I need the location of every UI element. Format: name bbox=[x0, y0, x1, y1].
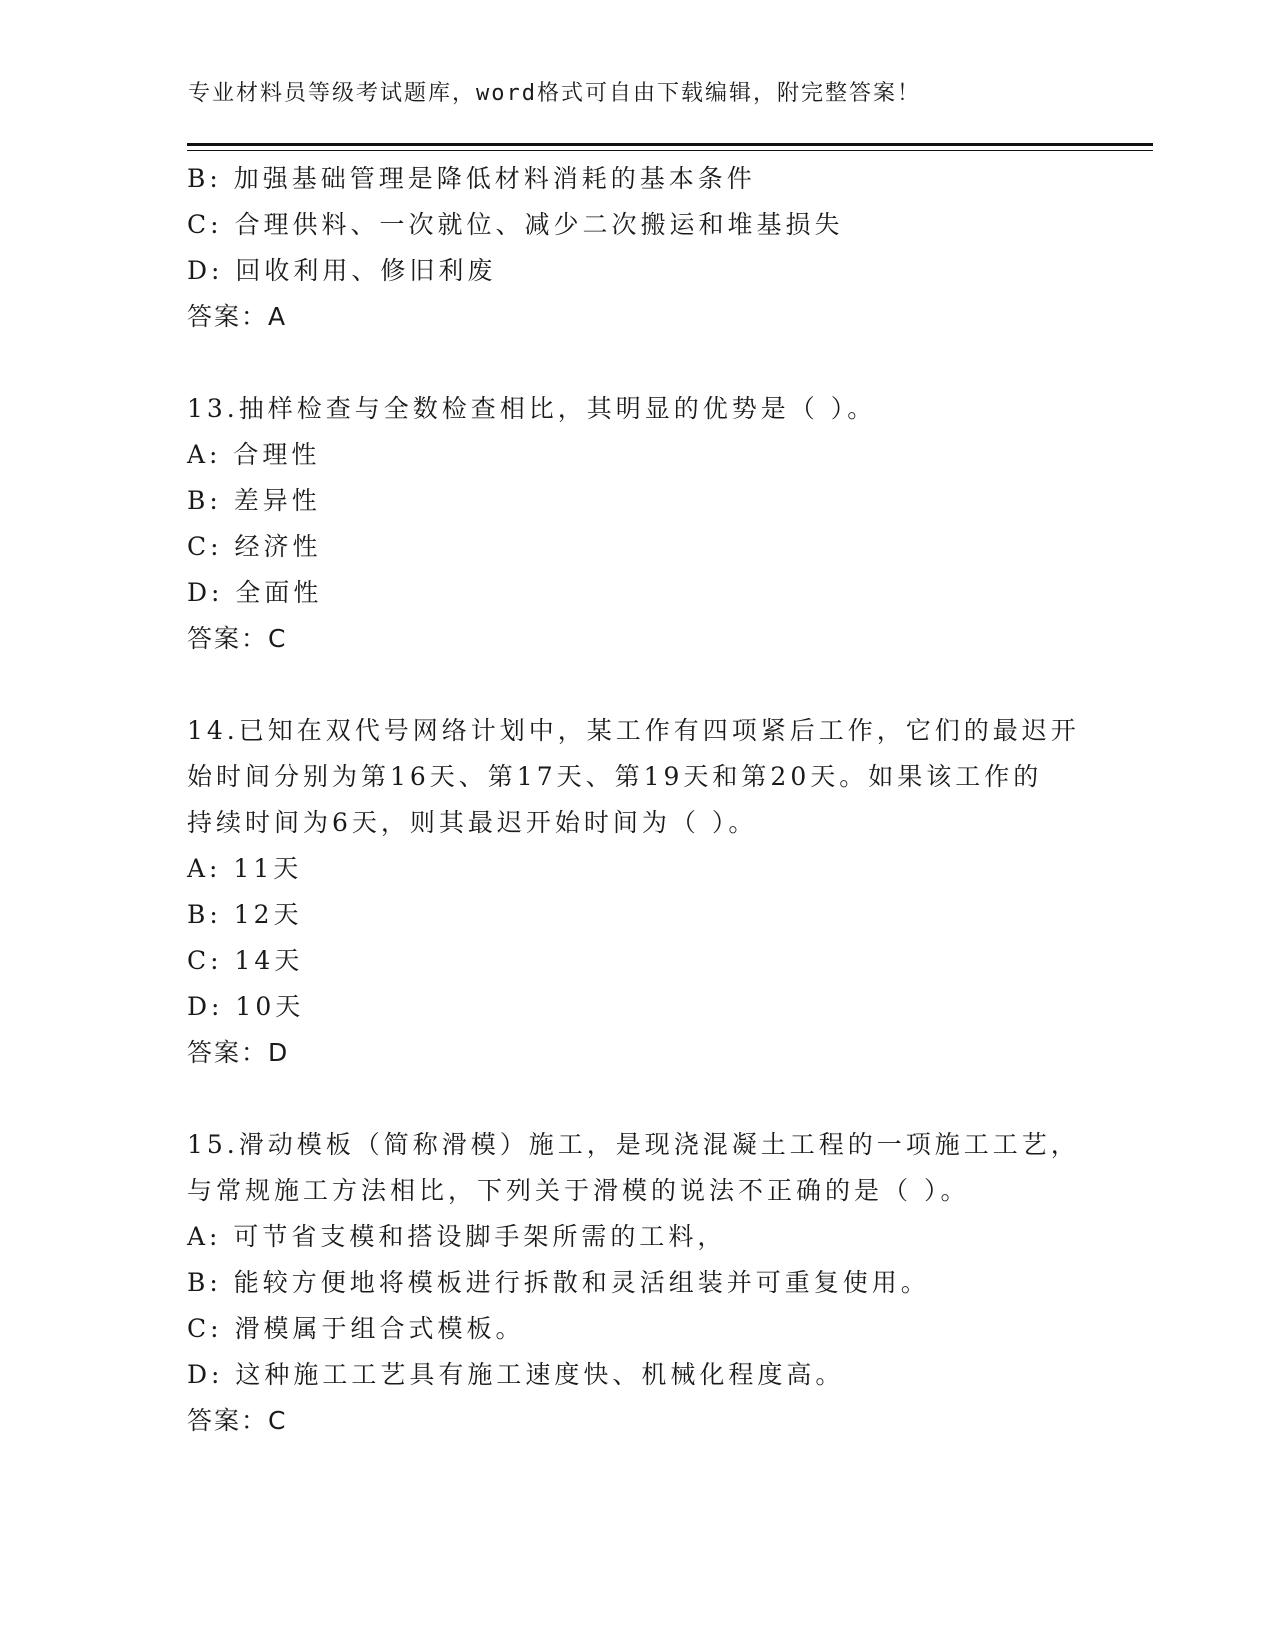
question-13 bbox=[187, 386, 1087, 662]
question-stem: 持续时间为6天，则其最迟开始时间为（ ）。 bbox=[187, 808, 758, 837]
option-a: A: 合理性 bbox=[187, 440, 321, 469]
spacer bbox=[187, 662, 1087, 708]
question-stem: 15.滑动模板（简称滑模）施工，是现浇混凝土工程的一项施工工艺， bbox=[187, 1130, 1080, 1159]
answer-line: 答案：D bbox=[187, 1038, 290, 1067]
option-d: D: 10天 bbox=[187, 992, 305, 1021]
option-b: B: 差异性 bbox=[187, 486, 321, 515]
spacer bbox=[187, 1076, 1087, 1122]
option-b: B: 能较方便地将模板进行拆散和灵活组装并可重复使用。 bbox=[187, 1268, 930, 1297]
question-content bbox=[187, 156, 1087, 1444]
option-c: C: 14天 bbox=[187, 946, 304, 975]
spacer bbox=[187, 340, 1087, 386]
answer-line: 答案：A bbox=[187, 302, 288, 331]
page-header: 专业材料员等级考试题库，word格式可自由下载编辑，附完整答案！ bbox=[188, 81, 921, 106]
option-b: B: 12天 bbox=[187, 900, 303, 929]
option-b: B: 加强基础管理是降低材料消耗的基本条件 bbox=[187, 164, 756, 193]
option-c: C: 经济性 bbox=[187, 532, 322, 561]
option-c: C: 合理供料、一次就位、减少二次搬运和堆基损失 bbox=[187, 210, 844, 239]
question-12 bbox=[187, 156, 1087, 340]
option-d: D: 这种施工工艺具有施工速度快、机械化程度高。 bbox=[187, 1360, 845, 1389]
option-d: D: 全面性 bbox=[187, 578, 323, 607]
answer-line: 答案：C bbox=[187, 624, 288, 653]
question-14 bbox=[187, 708, 1087, 1076]
question-stem: 14.已知在双代号网络计划中，某工作有四项紧后工作，它们的最迟开 bbox=[187, 716, 1080, 745]
header-rule-thin bbox=[187, 150, 1153, 151]
question-stem: 与常规施工方法相比，下列关于滑模的说法不正确的是（ ）。 bbox=[187, 1176, 970, 1205]
header-rule-thick bbox=[187, 143, 1153, 146]
option-a: A: 11天 bbox=[187, 854, 303, 883]
question-15 bbox=[187, 1122, 1087, 1444]
question-stem: 始时间分别为第16天、第17天、第19天和第20天。如果该工作的 bbox=[187, 762, 1043, 791]
option-d: D: 回收利用、修旧利废 bbox=[187, 256, 497, 285]
option-c: C: 滑模属于组合式模板。 bbox=[187, 1314, 525, 1343]
question-stem: 13.抽样检查与全数检查相比，其明显的优势是（ ）。 bbox=[187, 394, 877, 423]
answer-line: 答案：C bbox=[187, 1406, 288, 1435]
option-a: A: 可节省支模和搭设脚手架所需的工料， bbox=[187, 1222, 727, 1251]
